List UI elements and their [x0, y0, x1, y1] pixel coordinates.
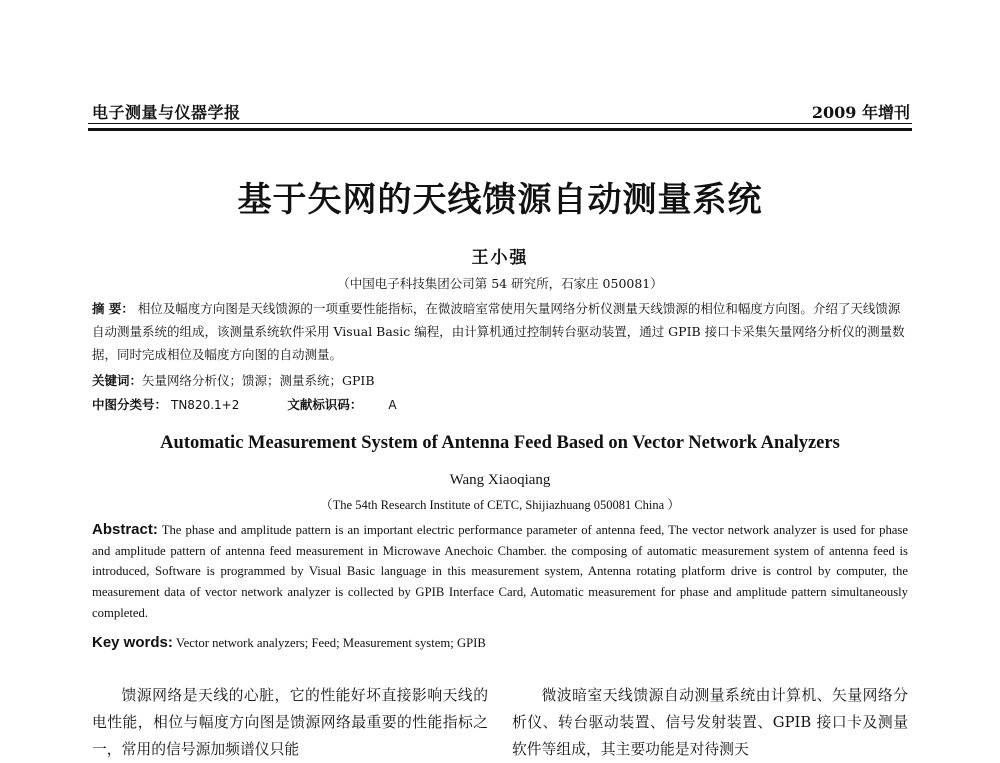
author-cn: 王小强 — [471, 248, 529, 268]
keywords-cn-text: 矢量网络分析仪；馈源；测量系统；GPIB — [142, 373, 375, 388]
clc-value: TN820.1+2 — [171, 398, 240, 412]
paper-title-cn: 基于矢网的天线馈源自动测量系统 — [237, 180, 763, 220]
abstract-en — [92, 520, 908, 624]
clc-label: 中图分类号： — [92, 397, 168, 412]
doc-code-label: 文献标识码： — [287, 397, 363, 412]
body-column-left — [92, 682, 488, 763]
abstract-cn-text: 相位及幅度方向图是天线馈源的一项重要性能指标，在微波暗室常使用矢量网络分析仪测量天线馈源的相位和幅度方向图。介绍了天线馈源自动测量系统的组成，该测量系统软件采用 Visual Basic 编程，由计算机通过控制转台驱动装置，通过 GPIB 接口卡采集矢量网络分析仪的测量数据，同时完成相位及幅度方向图的自动测量。 — [92, 301, 905, 362]
paper-title-en: Automatic Measurement System of Antenna Feed Based on Vector Network Analyzers — [160, 433, 840, 453]
journal-name: 电子测量与仪器学报 — [92, 103, 241, 122]
keywords-en-label: Key words: — [92, 634, 173, 651]
keywords-cn-label: 关键词： — [92, 373, 143, 388]
abstract-en-label: Abstract: — [92, 521, 158, 538]
keywords-cn — [92, 371, 375, 389]
issue-label: 2009 年增刊 — [811, 103, 910, 122]
body-right-paragraph: 微波暗室天线馈源自动测量系统由计算机、矢量网络分析仪、转台驱动装置、信号发射装置、GPIB 接口卡及测量软件等组成，其主要功能是对待测天 — [512, 687, 908, 758]
author-en: Wang Xiaoqiang — [449, 472, 551, 488]
doc-code-value: A — [388, 398, 397, 412]
keywords-en — [92, 634, 486, 651]
keywords-en-text: Vector network analyzers; Feed; Measurement system; GPIB — [175, 636, 486, 650]
body-column-right — [512, 682, 908, 763]
header-rule-thick — [88, 128, 912, 131]
body-left-paragraph: 馈源网络是天线的心脏，它的性能好坏直接影响天线的电性能，相位与幅度方向图是馈源网络最重要的性能指标之一，常用的信号源加频谱仪只能 — [92, 687, 488, 758]
header-rule-thin — [88, 123, 912, 124]
abstract-cn-label: 摘 要： — [92, 301, 134, 316]
affiliation-en: （The 54th Research Institute of CETC, Shijiazhuang 050081 China ） — [320, 498, 680, 512]
classification-line — [92, 395, 397, 413]
abstract-cn — [92, 297, 908, 366]
affiliation-cn: （中国电子科技集团公司第 54 研究所，石家庄 050081） — [337, 276, 663, 291]
abstract-en-text: The phase and amplitude pattern is an important electric performance parameter of antenna feed, The vector network analyzer is used for phase and amplitude pattern of antenna feed measurement in Microwave Anechoic Chamber. the composing of automatic measurement system of antenna feed is introduced, Software is programmed by Visual Basic language in this measurement system, Antenna rotating platform drive is control by computer, the measurement data of vector network analyzer is collected by GPIB Interface Card, Automatic measurement for phase and amplitude pattern simultaneously completed. — [92, 523, 908, 620]
